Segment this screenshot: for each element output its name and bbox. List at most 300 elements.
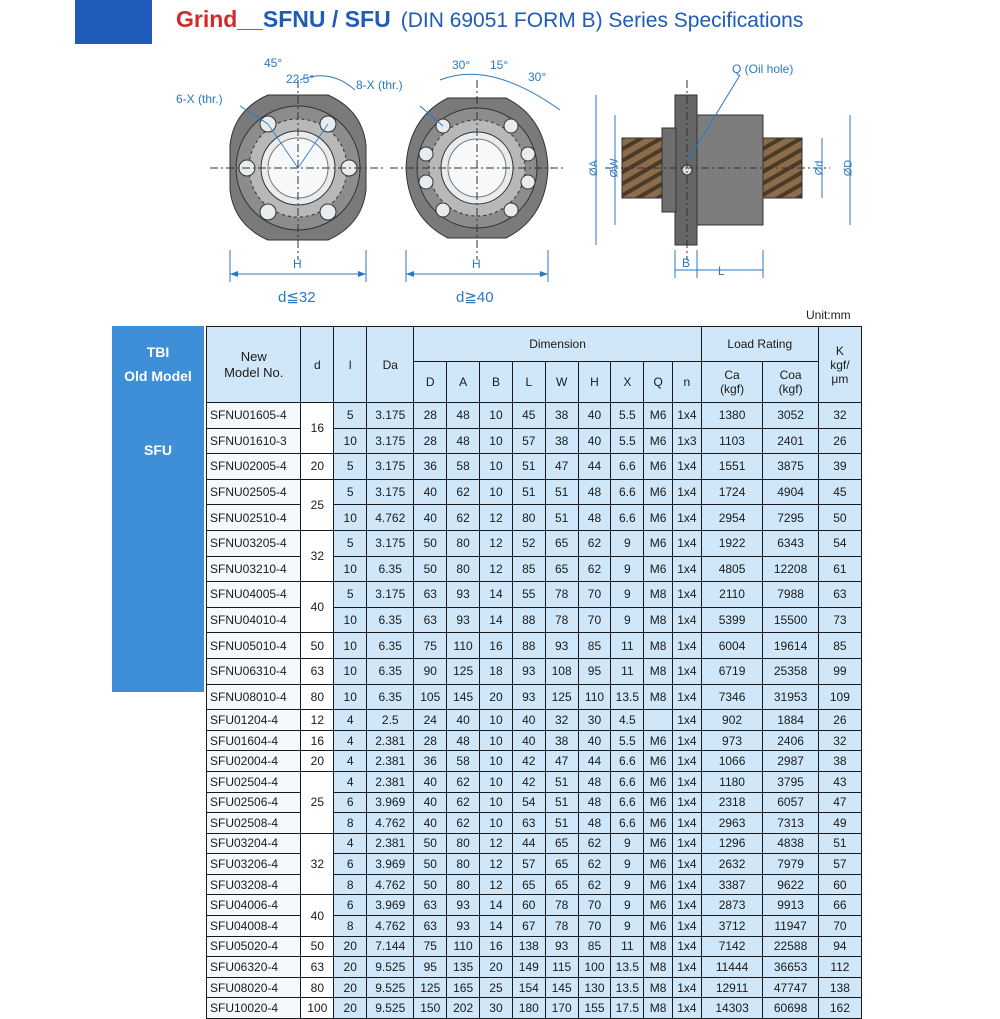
cell-dim-n: 1x4 — [672, 530, 701, 556]
sfu-label: SFU — [144, 442, 172, 458]
cell-dim-a: 80 — [447, 556, 480, 582]
cell-l: 5 — [334, 403, 367, 429]
cell-l: 10 — [334, 684, 367, 710]
cell-dim-q: M6 — [644, 403, 673, 429]
cell-dim-l: 55 — [512, 582, 545, 608]
table-row — [207, 730, 862, 751]
cell-dim-a: 62 — [447, 792, 480, 813]
cell-dim-n: 1x4 — [672, 998, 701, 1019]
cell-dim-h: 110 — [578, 684, 611, 710]
cell-l: 20 — [334, 977, 367, 998]
cell-dim-n: 1x4 — [672, 895, 701, 916]
cell-dim-q: M6 — [644, 454, 673, 480]
cell-dim-x: 9 — [611, 582, 644, 608]
cell-dim-w: 47 — [545, 751, 578, 772]
cell-ca: 2632 — [701, 854, 763, 875]
cell-dim-d: 28 — [414, 403, 447, 429]
cell-dim-q — [644, 710, 673, 731]
cell-d: 63 — [301, 658, 334, 684]
cell-dim-a: 48 — [447, 730, 480, 751]
cell-dim-b: 12 — [480, 874, 513, 895]
header-coa-line1: Coa — [779, 368, 802, 382]
cell-da: 3.175 — [367, 530, 414, 556]
table-row — [207, 582, 862, 608]
cell-dim-w: 108 — [545, 658, 578, 684]
dim-l-label: L — [718, 264, 725, 278]
cell-dim-d: 75 — [414, 633, 447, 659]
cell-dim-b: 10 — [480, 792, 513, 813]
cell-k: 60 — [818, 874, 861, 895]
cell-model: SFNU06310-4 — [207, 658, 301, 684]
cell-coa: 31953 — [763, 684, 818, 710]
cell-dim-d: 63 — [414, 895, 447, 916]
cell-dim-a: 80 — [447, 833, 480, 854]
cell-dim-l: 138 — [512, 936, 545, 957]
old-model-label: Old Model — [124, 368, 192, 384]
title-series: SFNU / SFU — [262, 6, 391, 32]
cell-model: SFU10020-4 — [207, 998, 301, 1019]
cell-dim-b: 10 — [480, 771, 513, 792]
cell-dim-d: 63 — [414, 916, 447, 937]
cell-dim-b: 30 — [480, 998, 513, 1019]
cell-dim-q: M6 — [644, 792, 673, 813]
header-dim-a: A — [447, 362, 480, 403]
header-ca-line1: Ca — [724, 368, 740, 382]
cell-coa: 2406 — [763, 730, 818, 751]
cell-dim-w: 65 — [545, 556, 578, 582]
cell-dim-a: 145 — [447, 684, 480, 710]
cell-dim-x: 13.5 — [611, 684, 644, 710]
cell-dim-h: 48 — [578, 771, 611, 792]
oil-hole-label: Q (Oil hole) — [732, 62, 794, 76]
cell-dim-b: 14 — [480, 582, 513, 608]
cell-dim-x: 4.5 — [611, 710, 644, 731]
cell-dim-n: 1x4 — [672, 874, 701, 895]
cell-dim-b: 18 — [480, 658, 513, 684]
cell-dim-d: 150 — [414, 998, 447, 1019]
header-model — [207, 327, 301, 403]
cell-dim-h: 40 — [578, 428, 611, 454]
cell-l: 8 — [334, 916, 367, 937]
cell-dim-x: 5.5 — [611, 428, 644, 454]
cell-ca: 1922 — [701, 530, 763, 556]
cell-dim-q: M8 — [644, 658, 673, 684]
cell-model: SFU01204-4 — [207, 710, 301, 731]
cell-dim-l: 57 — [512, 428, 545, 454]
cell-k: 50 — [818, 505, 861, 531]
cell-dim-d: 36 — [414, 751, 447, 772]
cell-dim-n: 1x4 — [672, 771, 701, 792]
cell-l: 8 — [334, 874, 367, 895]
cell-coa: 15500 — [763, 607, 818, 633]
cell-model: SFU08020-4 — [207, 977, 301, 998]
cell-dim-l: 60 — [512, 895, 545, 916]
header-coa-line2: (kgf) — [778, 382, 803, 396]
tbi-label: TBI — [146, 344, 170, 360]
drawings-svg — [150, 50, 870, 310]
cell-d: 32 — [301, 833, 334, 895]
cell-l: 5 — [334, 454, 367, 480]
cell-dim-a: 80 — [447, 530, 480, 556]
cell-dim-n: 1x4 — [672, 977, 701, 998]
cell-ca: 1380 — [701, 403, 763, 429]
cell-coa: 19614 — [763, 633, 818, 659]
cell-dim-d: 63 — [414, 582, 447, 608]
cell-dim-x: 11 — [611, 658, 644, 684]
table-row — [207, 751, 862, 772]
cell-dim-w: 38 — [545, 403, 578, 429]
cell-dim-n: 1x4 — [672, 730, 701, 751]
table-body — [207, 403, 862, 1019]
cell-dim-a: 62 — [447, 813, 480, 834]
cell-coa: 9622 — [763, 874, 818, 895]
cell-dim-b: 20 — [480, 957, 513, 978]
cell-dim-h: 48 — [578, 813, 611, 834]
cell-dim-l: 45 — [512, 403, 545, 429]
cell-dim-l: 180 — [512, 998, 545, 1019]
cell-dim-h: 62 — [578, 874, 611, 895]
cell-da: 2.381 — [367, 751, 414, 772]
table-row — [207, 977, 862, 998]
header-dim-n: n — [672, 362, 701, 403]
cell-dim-l: 54 — [512, 792, 545, 813]
cell-k: 54 — [818, 530, 861, 556]
cell-dim-w: 65 — [545, 530, 578, 556]
cell-dim-w: 125 — [545, 684, 578, 710]
cell-dim-b: 10 — [480, 403, 513, 429]
cell-dim-q: M6 — [644, 854, 673, 875]
cell-coa: 11947 — [763, 916, 818, 937]
left-dim-h: H — [293, 257, 302, 271]
cell-dim-q: M6 — [644, 771, 673, 792]
cell-dim-l: 93 — [512, 684, 545, 710]
cell-model: SFNU04010-4 — [207, 607, 301, 633]
cell-model: SFU02506-4 — [207, 792, 301, 813]
mid-holes-label: 8-X (thr.) — [356, 78, 403, 92]
cell-dim-b: 14 — [480, 607, 513, 633]
cell-dim-a: 135 — [447, 957, 480, 978]
cell-model: SFU03208-4 — [207, 874, 301, 895]
cell-dim-a: 110 — [447, 936, 480, 957]
ball-nut-side-view — [596, 75, 850, 278]
cell-dim-b: 10 — [480, 454, 513, 480]
cell-dim-a: 62 — [447, 505, 480, 531]
cell-dim-q: M6 — [644, 895, 673, 916]
cell-model: SFU03204-4 — [207, 833, 301, 854]
cell-dim-w: 78 — [545, 582, 578, 608]
cell-dim-d: 95 — [414, 957, 447, 978]
cell-dim-q: M6 — [644, 505, 673, 531]
cell-k: 73 — [818, 607, 861, 633]
cell-da: 2.5 — [367, 710, 414, 731]
cell-dim-n: 1x4 — [672, 957, 701, 978]
mid-angle-30a: 30° — [452, 58, 471, 72]
cell-dim-h: 85 — [578, 936, 611, 957]
cell-dim-a: 202 — [447, 998, 480, 1019]
cell-da: 4.762 — [367, 916, 414, 937]
cell-dim-a: 48 — [447, 428, 480, 454]
cell-k: 38 — [818, 751, 861, 772]
cell-ca: 2110 — [701, 582, 763, 608]
cell-d: 80 — [301, 684, 334, 710]
cell-dim-x: 5.5 — [611, 403, 644, 429]
cell-da: 9.525 — [367, 957, 414, 978]
mid-caption: d≧40 — [456, 289, 494, 306]
cell-da: 2.381 — [367, 833, 414, 854]
cell-k: 112 — [818, 957, 861, 978]
cell-coa: 7979 — [763, 854, 818, 875]
cell-dim-d: 63 — [414, 607, 447, 633]
cell-dim-l: 40 — [512, 710, 545, 731]
header-k-line2: kgf/ — [830, 357, 850, 372]
cell-dim-l: 65 — [512, 874, 545, 895]
cell-dim-l: 67 — [512, 916, 545, 937]
cell-model: SFNU01610-3 — [207, 428, 301, 454]
cell-dim-w: 65 — [545, 874, 578, 895]
cell-dim-q: M6 — [644, 813, 673, 834]
table-row — [207, 833, 862, 854]
cell-coa: 2987 — [763, 751, 818, 772]
header-ca-line2: (kgf) — [720, 382, 745, 396]
cell-dim-a: 40 — [447, 710, 480, 731]
cell-d: 16 — [301, 730, 334, 751]
cell-d: 63 — [301, 957, 334, 978]
cell-dim-q: M6 — [644, 428, 673, 454]
header-dim-b: B — [480, 362, 513, 403]
cell-d: 50 — [301, 936, 334, 957]
dim-d-big-label: ØD — [842, 159, 855, 177]
cell-coa: 6057 — [763, 792, 818, 813]
cell-dim-d: 40 — [414, 479, 447, 505]
cell-l: 5 — [334, 582, 367, 608]
table-row — [207, 710, 862, 731]
cell-model: SFNU02510-4 — [207, 505, 301, 531]
cell-d: 20 — [301, 751, 334, 772]
cell-dim-q: M8 — [644, 977, 673, 998]
cell-dim-q: M8 — [644, 684, 673, 710]
cell-dim-n: 1x4 — [672, 479, 701, 505]
header-color-block — [75, 0, 152, 44]
cell-dim-b: 10 — [480, 813, 513, 834]
table-row — [207, 530, 862, 556]
cell-dim-n: 1x3 — [672, 428, 701, 454]
cell-ca: 7142 — [701, 936, 763, 957]
cell-dim-l: 42 — [512, 771, 545, 792]
cell-k: 32 — [818, 403, 861, 429]
cell-dim-b: 20 — [480, 684, 513, 710]
cell-coa: 6343 — [763, 530, 818, 556]
cell-ca: 1551 — [701, 454, 763, 480]
cell-da: 3.175 — [367, 479, 414, 505]
cell-d: 50 — [301, 633, 334, 659]
cell-dim-l: 93 — [512, 658, 545, 684]
cell-dim-n: 1x4 — [672, 684, 701, 710]
cell-dim-x: 9 — [611, 895, 644, 916]
cell-model: SFU03206-4 — [207, 854, 301, 875]
cell-l: 10 — [334, 633, 367, 659]
cell-model: SFU04006-4 — [207, 895, 301, 916]
cell-dim-l: 85 — [512, 556, 545, 582]
header-dim-h: H — [578, 362, 611, 403]
cell-dim-a: 48 — [447, 403, 480, 429]
header-l: l — [334, 327, 367, 403]
cell-coa: 9913 — [763, 895, 818, 916]
title-subtitle: (DIN 69051 FORM B) Series Specifications — [400, 9, 804, 32]
cell-ca: 14303 — [701, 998, 763, 1019]
cell-dim-h: 62 — [578, 556, 611, 582]
cell-dim-n: 1x4 — [672, 792, 701, 813]
cell-dim-l: 63 — [512, 813, 545, 834]
cell-ca: 1066 — [701, 751, 763, 772]
header-coa — [763, 362, 818, 403]
cell-da: 7.144 — [367, 936, 414, 957]
cell-dim-w: 78 — [545, 895, 578, 916]
cell-dim-b: 10 — [480, 479, 513, 505]
cell-dim-x: 11 — [611, 633, 644, 659]
cell-ca: 5399 — [701, 607, 763, 633]
cell-l: 5 — [334, 530, 367, 556]
cell-ca: 1296 — [701, 833, 763, 854]
table-row — [207, 936, 862, 957]
cell-dim-d: 90 — [414, 658, 447, 684]
cell-coa: 7988 — [763, 582, 818, 608]
left-holes-label: 6-X (thr.) — [176, 92, 223, 106]
cell-da: 9.525 — [367, 998, 414, 1019]
cell-dim-q: M6 — [644, 874, 673, 895]
cell-model: SFU01604-4 — [207, 730, 301, 751]
header-d: d — [301, 327, 334, 403]
cell-dim-d: 36 — [414, 454, 447, 480]
header-da: Da — [367, 327, 414, 403]
cell-model: SFNU01605-4 — [207, 403, 301, 429]
header-dimension: Dimension — [414, 327, 701, 362]
cell-dim-w: 145 — [545, 977, 578, 998]
cell-model: SFNU04005-4 — [207, 582, 301, 608]
cell-coa: 12208 — [763, 556, 818, 582]
cell-k: 63 — [818, 582, 861, 608]
cell-dim-x: 6.6 — [611, 479, 644, 505]
cell-dim-w: 78 — [545, 607, 578, 633]
cell-l: 6 — [334, 854, 367, 875]
cell-dim-b: 10 — [480, 730, 513, 751]
cell-da: 3.969 — [367, 895, 414, 916]
cell-k: 70 — [818, 916, 861, 937]
cell-dim-b: 10 — [480, 751, 513, 772]
cell-k: 51 — [818, 833, 861, 854]
cell-k: 32 — [818, 730, 861, 751]
cell-da: 9.525 — [367, 977, 414, 998]
cell-dim-n: 1x4 — [672, 751, 701, 772]
cell-coa: 2401 — [763, 428, 818, 454]
cell-dim-w: 51 — [545, 479, 578, 505]
cell-l: 10 — [334, 505, 367, 531]
header-dim-q: Q — [644, 362, 673, 403]
mid-dim-h: H — [472, 257, 481, 271]
cell-d: 12 — [301, 710, 334, 731]
header-k-line1: K — [835, 343, 844, 358]
cell-dim-h: 70 — [578, 916, 611, 937]
cell-dim-a: 93 — [447, 895, 480, 916]
cell-dim-l: 42 — [512, 751, 545, 772]
cell-dim-q: M8 — [644, 936, 673, 957]
cell-dim-l: 88 — [512, 607, 545, 633]
cell-dim-x: 9 — [611, 854, 644, 875]
cell-dim-h: 48 — [578, 792, 611, 813]
cell-dim-d: 40 — [414, 813, 447, 834]
cell-ca: 973 — [701, 730, 763, 751]
cell-dim-d: 75 — [414, 936, 447, 957]
tbi-old-model-band — [112, 326, 204, 692]
cell-dim-q: M8 — [644, 607, 673, 633]
cell-model: SFNU05010-4 — [207, 633, 301, 659]
dim-w-label: ØW — [608, 158, 621, 178]
cell-l: 10 — [334, 607, 367, 633]
cell-dim-n: 1x4 — [672, 813, 701, 834]
cell-dim-h: 44 — [578, 454, 611, 480]
header-dim-d: D — [414, 362, 447, 403]
cell-ca: 1180 — [701, 771, 763, 792]
cell-d: 25 — [301, 479, 334, 530]
cell-da: 3.969 — [367, 854, 414, 875]
cell-dim-l: 88 — [512, 633, 545, 659]
cell-d: 40 — [301, 895, 334, 936]
cell-l: 6 — [334, 895, 367, 916]
cell-dim-q: M8 — [644, 957, 673, 978]
cell-dim-l: 51 — [512, 479, 545, 505]
cell-model: SFNU02505-4 — [207, 479, 301, 505]
cell-da: 3.969 — [367, 792, 414, 813]
cell-da: 4.762 — [367, 505, 414, 531]
cell-l: 4 — [334, 710, 367, 731]
cell-dim-n: 1x4 — [672, 582, 701, 608]
technical-drawings — [150, 50, 870, 310]
cell-dim-x: 13.5 — [611, 977, 644, 998]
cell-dim-a: 62 — [447, 771, 480, 792]
cell-dim-b: 12 — [480, 530, 513, 556]
cell-k: 66 — [818, 895, 861, 916]
cell-coa: 3875 — [763, 454, 818, 480]
dim-b-label: B — [682, 256, 691, 270]
cell-d: 32 — [301, 530, 334, 581]
cell-l: 6 — [334, 792, 367, 813]
cell-dim-l: 44 — [512, 833, 545, 854]
cell-l: 4 — [334, 730, 367, 751]
cell-dim-l: 154 — [512, 977, 545, 998]
cell-dim-q: M6 — [644, 556, 673, 582]
header-model-line2: Model No. — [224, 364, 284, 380]
cell-dim-x: 13.5 — [611, 957, 644, 978]
table-head — [207, 327, 862, 403]
cell-dim-h: 40 — [578, 403, 611, 429]
cell-k: 57 — [818, 854, 861, 875]
cell-dim-h: 62 — [578, 530, 611, 556]
cell-dim-l: 52 — [512, 530, 545, 556]
cell-ca: 1724 — [701, 479, 763, 505]
table-row — [207, 403, 862, 429]
cell-dim-q: M6 — [644, 530, 673, 556]
cell-dim-q: M6 — [644, 751, 673, 772]
cell-dim-w: 38 — [545, 730, 578, 751]
cell-dim-n: 1x4 — [672, 454, 701, 480]
cell-coa: 36653 — [763, 957, 818, 978]
header-model-line1: New — [240, 348, 267, 364]
cell-dim-w: 93 — [545, 633, 578, 659]
cell-dim-l: 80 — [512, 505, 545, 531]
cell-dim-x: 6.6 — [611, 792, 644, 813]
left-caption: d≦32 — [278, 289, 316, 306]
cell-ca: 3712 — [701, 916, 763, 937]
mid-angle-30b: 30° — [528, 70, 547, 84]
